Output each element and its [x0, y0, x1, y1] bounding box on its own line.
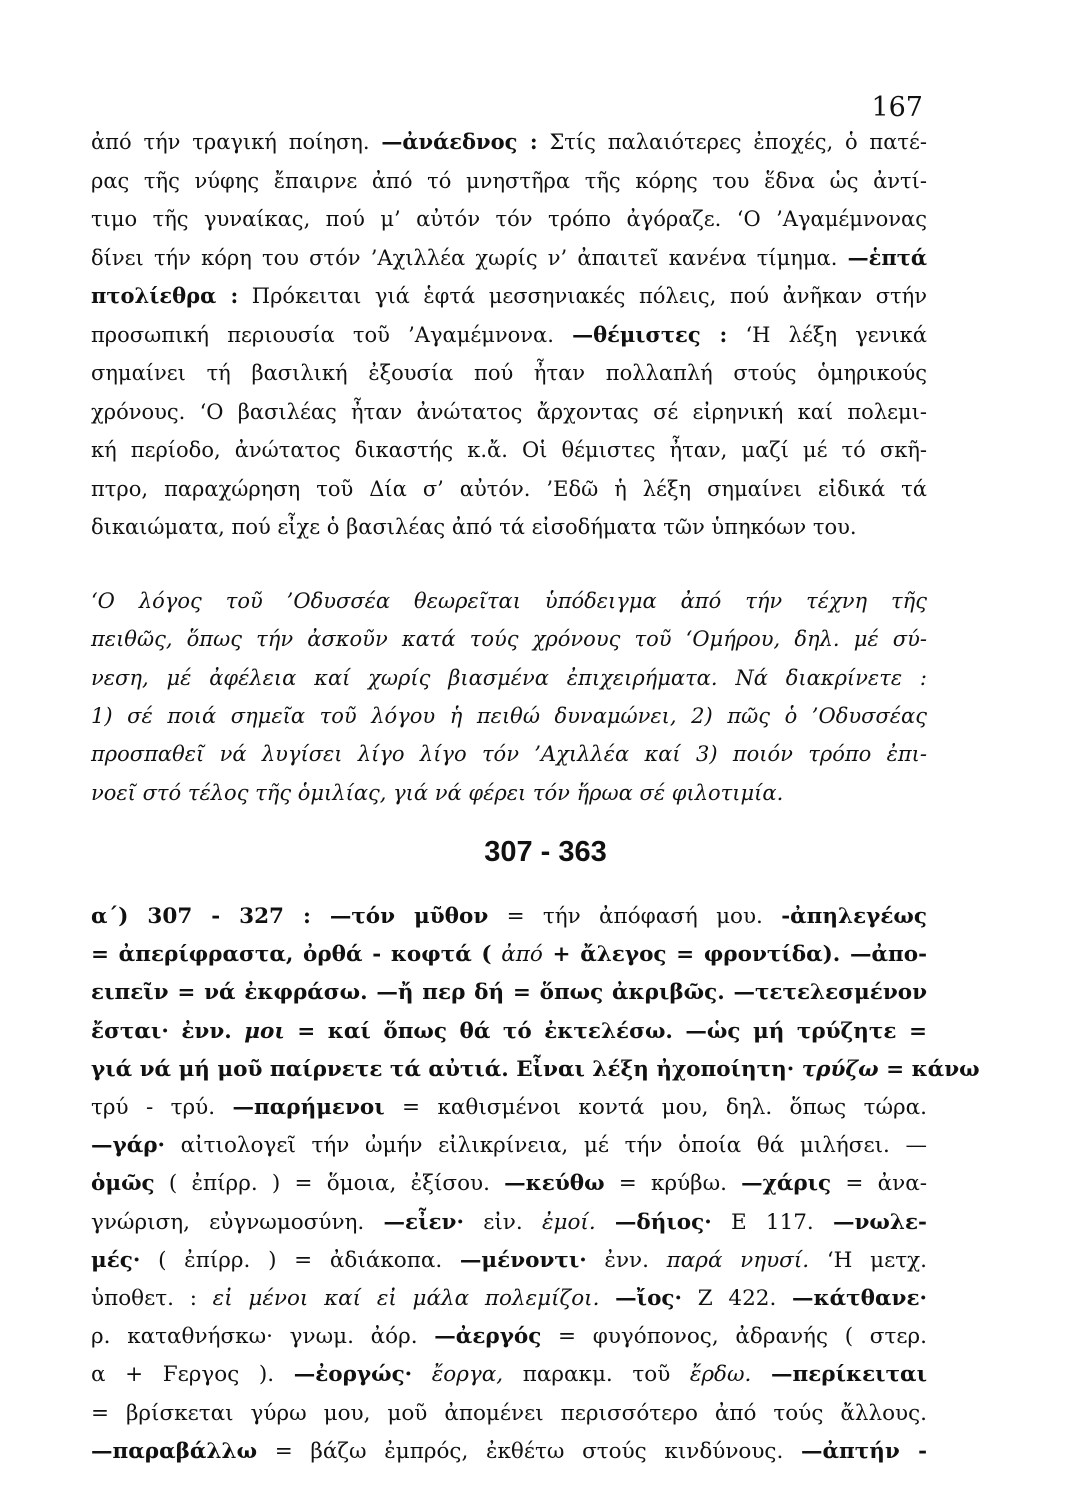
notes-line: [91, 1055, 980, 1085]
lemma-text: —παρήμενοι: [232, 1095, 385, 1120]
line-text: παρά νηυσί.: [666, 1247, 810, 1273]
line-text: νεση, μέ ἀφέλεια καί χωρίς βιασμένα ἐπιχειρήματα. Νά διακρίνετε :: [91, 665, 927, 690]
lemma-text: = ἀπερίφραστα, ὀρθά - κοφτά (: [91, 942, 502, 968]
notes-line: [91, 1017, 927, 1047]
lemma-text: —νωλε-: [833, 1209, 927, 1235]
line-text: Στίς παλαιότερες ἐποχές, ὁ πατέ-: [537, 130, 928, 154]
notes-line: [91, 1284, 927, 1314]
line-text: παρακμ. τοῦ: [503, 1362, 690, 1388]
notes-line: [91, 1246, 927, 1276]
line-text: ‘Ο λόγος τοῦ ’Οδυσσέα θεωρεῖται ὑπόδειγμα ἀπό τήν τέχνη τῆς: [91, 589, 927, 613]
lemma-text: α΄) 307 - 327 :: [91, 904, 330, 929]
notes-line: [91, 902, 927, 932]
line-text: ἐνν.: [586, 1247, 667, 1273]
line-text: κή περίοδο, ἀνώτατος δικαστής κ.ἄ. Οἱ θέμιστες ἦταν, μαζί μέ τό σκῆ-: [91, 438, 927, 462]
line-text: ( ἐπίρρ. ) = ἀδιάκοπα.: [140, 1247, 460, 1273]
lemma-text: —δήιος·: [614, 1209, 712, 1235]
line-text: Ε 117.: [711, 1209, 834, 1235]
notes-line: [91, 1131, 927, 1161]
lemma-text: ειπεῖν = νά ἐκφράσω.: [91, 980, 377, 1006]
line-text: προσωπική περιουσία τοῦ ’Αγαμέμνονα.: [91, 322, 573, 347]
notes-line: [91, 940, 927, 970]
lemma-text: ἔσται· ἐνν.: [91, 1018, 245, 1044]
lemma-text: —μένοντι·: [459, 1247, 587, 1273]
line-text: νοεῖ στό τέλος τῆς ὁμιλίας, γιά νά φέρει τόν ἥρωα σέ φιλοτιμία.: [91, 780, 784, 805]
commentary-line: [91, 127, 927, 157]
commentary-line: [91, 512, 927, 542]
notes-line: [91, 1322, 927, 1352]
lemma-text: —τόν μῦθον: [329, 904, 489, 929]
lemma-text: τρύζω: [801, 1056, 879, 1082]
lemma-text: —εἶεν·: [383, 1209, 464, 1235]
lemma-text: —ἀπτήν -: [800, 1438, 927, 1464]
commentary-line: [91, 320, 927, 350]
question-line: [91, 739, 927, 769]
lemma-text: —τετελεσμένον: [733, 980, 927, 1006]
line-text: [599, 1286, 615, 1311]
line-text: = τήν ἀπόφασή μου.: [488, 904, 782, 929]
line-text: τιμο τῆς γυναίκας, πού μ’ αὐτόν τόν τρόπο ἀγόραζε. ‘Ο ’Αγαμέμνονας: [91, 207, 927, 231]
notes-line: [91, 1169, 927, 1199]
lemma-text: μές·: [91, 1247, 141, 1273]
lemma-text: —ἴος·: [615, 1286, 682, 1311]
notes-line: [91, 1399, 927, 1429]
line-text: = ἀνα-: [831, 1171, 927, 1197]
lemma-text: = ὅπως ἀκριβῶς.: [504, 980, 734, 1006]
line-text: σημαίνει τή βασιλική ἐξουσία πού ἦταν πολλαπλή στούς ὁμηρικούς: [91, 361, 927, 385]
notes-line: [91, 978, 927, 1008]
question-line: [91, 663, 927, 693]
question-line: [91, 624, 927, 654]
question-line: [91, 778, 927, 808]
line-text: [596, 1210, 615, 1235]
line-text: = καθισμένοι κοντά μου, δηλ. ὅπως τώρα.: [384, 1095, 927, 1120]
question-line: [91, 701, 927, 731]
section-heading: 307 - 363: [484, 836, 607, 868]
line-text: δίνει τήν κόρη του στόν ’Αχιλλέα χωρίς ν’ ἀπαιτεῖ κανένα τίμημα.: [91, 245, 848, 270]
lemma-text: πτολίεθρα :: [91, 283, 239, 308]
line-text: ‘Η μετχ.: [809, 1247, 927, 1273]
commentary-line: [91, 281, 927, 311]
line-text: 1) σέ ποιά σημεῖα τοῦ λόγου ἡ πειθώ δυναμώνει, 2) πῶς ὁ ’Οδυσσέας: [91, 703, 927, 728]
line-text: ‘Η λέξη γενικά: [727, 322, 927, 347]
line-text: ( ἐπίρρ. ) = ὅμοια, ἐξίσου.: [154, 1171, 505, 1197]
commentary-line: [91, 435, 927, 465]
lemma-text: —περίκειται: [770, 1362, 927, 1388]
commentary-line: [91, 166, 927, 196]
lemma-text: ὁμῶς: [91, 1171, 155, 1197]
line-text: ρας τῆς νύφης ἔπαιρνε ἀπό τό μνηστῆρα τῆς κόρης του ἕδνα ὡς ἀντί-: [91, 168, 927, 193]
line-text: ρ. καταθνήσκω· γνωμ. ἀόρ.: [91, 1324, 435, 1350]
line-text: ἔοργα,: [431, 1362, 504, 1388]
notes-line: [91, 1208, 927, 1238]
lemma-text: —ἤ περ δή: [376, 980, 505, 1006]
lemma-text: —παραβάλλω: [91, 1438, 258, 1464]
line-text: ἀπό: [501, 942, 543, 968]
line-text: = βάζω ἐμπρός, ἐκθέτω στούς κινδύνους.: [257, 1438, 801, 1464]
commentary-line: [91, 397, 927, 427]
line-text: εἰν.: [463, 1209, 542, 1235]
notes-line: [91, 1093, 927, 1123]
line-text: εἰ μένοι καί εἰ μάλα πολεμίζοι.: [212, 1286, 600, 1311]
lemma-text: = καί ὅπως θά τό ἐκτελέσω.: [284, 1018, 686, 1044]
lemma-text: —ὡς μή τρύζητε: [685, 1018, 897, 1044]
lemma-text: —ἀνάεδνος :: [381, 129, 538, 154]
page-number: 167: [871, 92, 923, 123]
line-text: τρύ - τρύ.: [91, 1095, 233, 1120]
line-text: = κρύβω.: [604, 1171, 742, 1197]
line-text: πτρο, παραχώρηση τοῦ Δία σ’ αὐτόν. ’Εδῶ ἡ λέξη σημαίνει εἰδικά τά: [91, 476, 927, 501]
line-text: ἔρδω.: [689, 1362, 752, 1388]
commentary-line: [91, 474, 927, 504]
line-text: γνώριση, εὐγνωμοσύνη.: [91, 1209, 384, 1235]
line-text: [412, 1362, 432, 1387]
line-text: = φυγόπονος, ἀδρανής ( στερ.: [541, 1324, 927, 1350]
line-text: α + Ϝεργος ).: [91, 1362, 294, 1388]
line-text: ἐμοί.: [541, 1209, 596, 1235]
lemma-text: —κάτθανε·: [792, 1286, 927, 1311]
line-text: δικαιώματα, πού εἶχε ὁ βασιλέας ἀπό τά εἰσοδήματα τῶν ὑπηκόων του.: [91, 515, 857, 539]
notes-line: [91, 1360, 927, 1390]
lemma-text: μοι: [244, 1018, 285, 1044]
lemma-text: -ἀπηλεγέως: [781, 904, 927, 929]
line-text: πειθῶς, ὅπως τήν ἀσκοῦν κατά τούς χρόνους τοῦ ‘Ομήρου, δηλ. μέ σύ-: [91, 627, 927, 652]
notes-line: [91, 1437, 927, 1467]
commentary-line: [91, 243, 927, 273]
lemma-text: = κάνω: [878, 1056, 980, 1082]
lemma-text: —ἀεργός: [434, 1324, 542, 1350]
commentary-line: [91, 204, 927, 234]
line-text: χρόνους. ‘Ο βασιλέας ἦταν ἀνώτατος ἄρχοντας σέ εἰρηνική καί πολεμι-: [91, 399, 927, 424]
lemma-text: —θέμιστες :: [572, 321, 728, 347]
lemma-text: —ἑπτά: [847, 244, 927, 270]
line-text: προσπαθεῖ νά λυγίσει λίγο λίγο τόν ’Αχιλλέα καί 3) ποιόν τρόπο ἐπι-: [91, 742, 927, 767]
lemma-text: =: [896, 1018, 927, 1044]
lemma-text: —χάρις: [741, 1171, 832, 1197]
lemma-text: —κεύθω: [504, 1171, 605, 1197]
line-text: αἰτιολογεῖ τήν ὠμήν εἰλικρίνεια, μέ τήν ὁποία θά μιλήσει. —: [165, 1133, 927, 1159]
line-text: = βρίσκεται γύρω μου, μοῦ ἀπομένει περισσότερο ἀπό τούς ἄλλους.: [91, 1400, 927, 1426]
lemma-text: + ἄλεγος = φροντίδα).: [542, 942, 850, 968]
line-text: Πρόκειται γιά ἑφτά μεσσηνιακές πόλεις, πού ἀνῆκαν στήν: [238, 284, 928, 308]
question-line: [91, 586, 927, 616]
lemma-text: —ἀπο-: [849, 942, 927, 968]
line-text: Ζ 422.: [682, 1286, 793, 1311]
lemma-text: γιά νά μή μοῦ παίρνετε τά αὐτιά. Εἶναι λέξη ἠχοποίητη·: [91, 1056, 802, 1082]
line-text: ὑποθετ. :: [91, 1286, 213, 1311]
lemma-text: —ἐοργώς·: [293, 1362, 413, 1388]
line-text: ἀπό τήν τραγική ποίηση.: [91, 130, 382, 154]
line-text: [751, 1362, 771, 1387]
lemma-text: —γάρ·: [91, 1133, 166, 1159]
commentary-line: [91, 358, 927, 388]
